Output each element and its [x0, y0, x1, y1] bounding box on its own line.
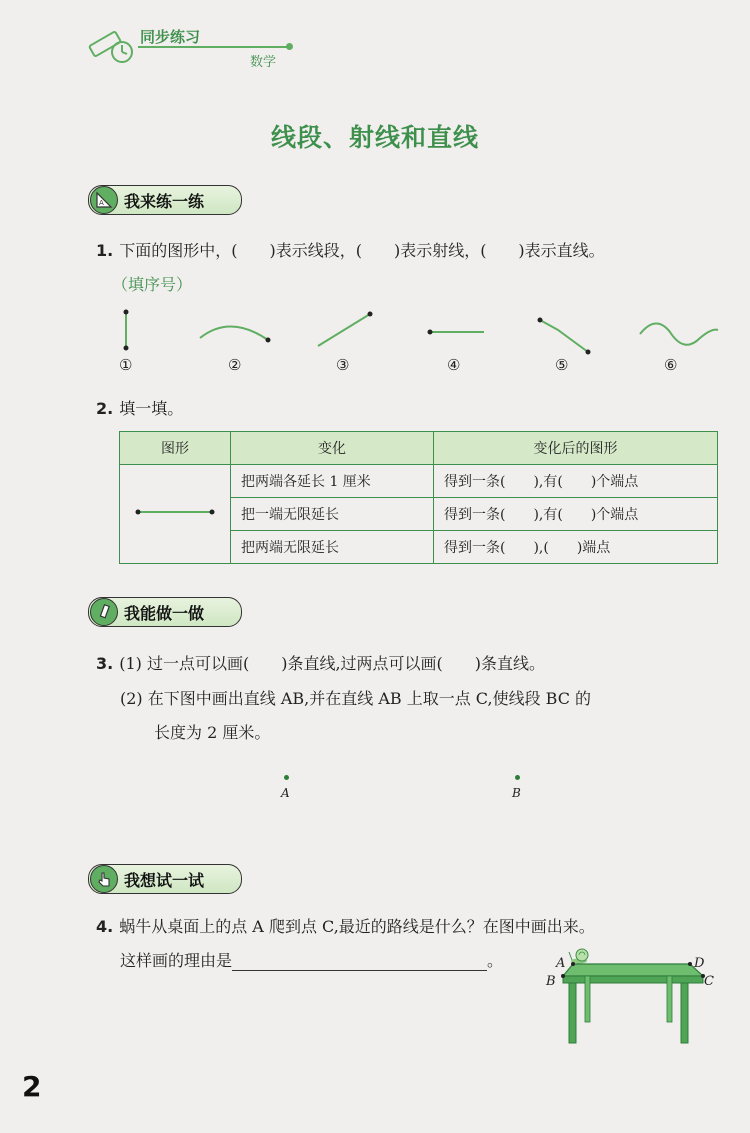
question-1-number: 1.	[96, 241, 114, 260]
figure-label-3: ③	[336, 356, 350, 374]
section-try	[88, 864, 242, 894]
table-point-c: C	[704, 974, 714, 989]
section-try-label: 我想试一试	[124, 870, 205, 890]
question-4-reason	[120, 948, 503, 971]
figure-6-wave	[640, 323, 718, 344]
hand-pointer-icon	[90, 865, 118, 893]
table-result-cell[interactable]: 得到一条( ),有( )个端点	[434, 498, 718, 531]
triangle-ruler-icon	[90, 186, 118, 214]
svg-text:A: A	[99, 199, 104, 207]
section-practice-label: 我来练一练	[124, 191, 205, 211]
table-result-cell[interactable]: 得到一条( ),( )端点	[434, 531, 718, 564]
table-shape-cell	[120, 465, 231, 564]
header-rule-dot	[286, 43, 293, 50]
snail-icon	[569, 949, 588, 964]
reason-end: 。	[487, 951, 504, 970]
question-4-number: 4.	[96, 917, 114, 936]
figure-2-curve	[200, 326, 271, 342]
section-cando-label: 我能做一做	[124, 603, 205, 623]
page-title: 线段、射线和直线	[270, 123, 479, 152]
q1-figures	[100, 300, 730, 380]
table-point-b: B	[546, 974, 556, 989]
figure-3-ray	[318, 312, 373, 347]
figure-label-4: ④	[447, 356, 461, 374]
figure-4-ray	[428, 330, 485, 335]
fill-table	[119, 431, 718, 564]
point-b-label: B	[512, 786, 521, 800]
pencil-icon	[90, 598, 118, 626]
question-1	[96, 238, 605, 261]
table-row	[120, 465, 718, 498]
question-1-text: 下面的图形中，( )表示线段，( )表示射线，( )表示直线。	[119, 241, 605, 260]
figure-label-2: ②	[228, 356, 242, 374]
question-3-number: 3.	[96, 654, 114, 673]
header-logo-icon	[88, 24, 138, 66]
figure-label-6: ⑥	[664, 356, 678, 374]
reason-label: 这样画的理由是	[120, 951, 233, 970]
header-title: 同步练习	[140, 28, 201, 46]
table-change-cell: 把两端无限延长	[231, 531, 434, 564]
question-3	[96, 651, 545, 674]
table-header-row	[120, 432, 718, 465]
point-a-dot	[284, 775, 289, 780]
question-3-part2: (2) 在下图中画出直线 AB,并在直线 AB 上取一点 C,使线段 BC 的	[120, 689, 592, 708]
table-change-cell: 把两端各延长 1 厘米	[231, 465, 434, 498]
figure-label-1: ①	[119, 356, 133, 374]
table-header-shape: 图形	[120, 432, 231, 465]
question-2-number: 2.	[96, 399, 114, 418]
question-3-part1: (1) 过一点可以画( )条直线,过两点可以画( )条直线。	[119, 654, 546, 673]
figure-1-segment	[124, 310, 129, 351]
header-rule	[138, 46, 288, 48]
question-3-part2b: 长度为 2 厘米。	[154, 723, 271, 742]
question-4	[96, 914, 595, 937]
header-subject: 数学	[250, 55, 277, 70]
figure-label-5: ⑤	[555, 356, 569, 374]
table-header-change: 变化	[231, 432, 434, 465]
table-result-cell[interactable]: 得到一条( ),有( )个端点	[434, 465, 718, 498]
question-2-text: 填一填。	[119, 399, 184, 418]
point-b-dot	[515, 775, 520, 780]
table-illustration	[555, 942, 715, 1047]
table-point-d: D	[694, 956, 705, 971]
segment-figure	[130, 502, 220, 522]
section-practice	[88, 185, 242, 215]
table-change-cell: 把一端无限延长	[231, 498, 434, 531]
table-header-result: 变化后的图形	[434, 432, 718, 465]
question-4-text: 蜗牛从桌面上的点 A 爬到点 C,最近的路线是什么？在图中画出来。	[119, 917, 595, 936]
figure-5-polyline	[538, 318, 591, 355]
table-point-a: A	[556, 956, 566, 971]
question-1-hint: （填序号）	[112, 275, 193, 294]
reason-blank[interactable]	[232, 954, 487, 971]
point-a-label: A	[281, 786, 290, 800]
page-number: 2	[22, 1070, 42, 1103]
section-cando	[88, 597, 242, 627]
question-2	[96, 396, 183, 419]
